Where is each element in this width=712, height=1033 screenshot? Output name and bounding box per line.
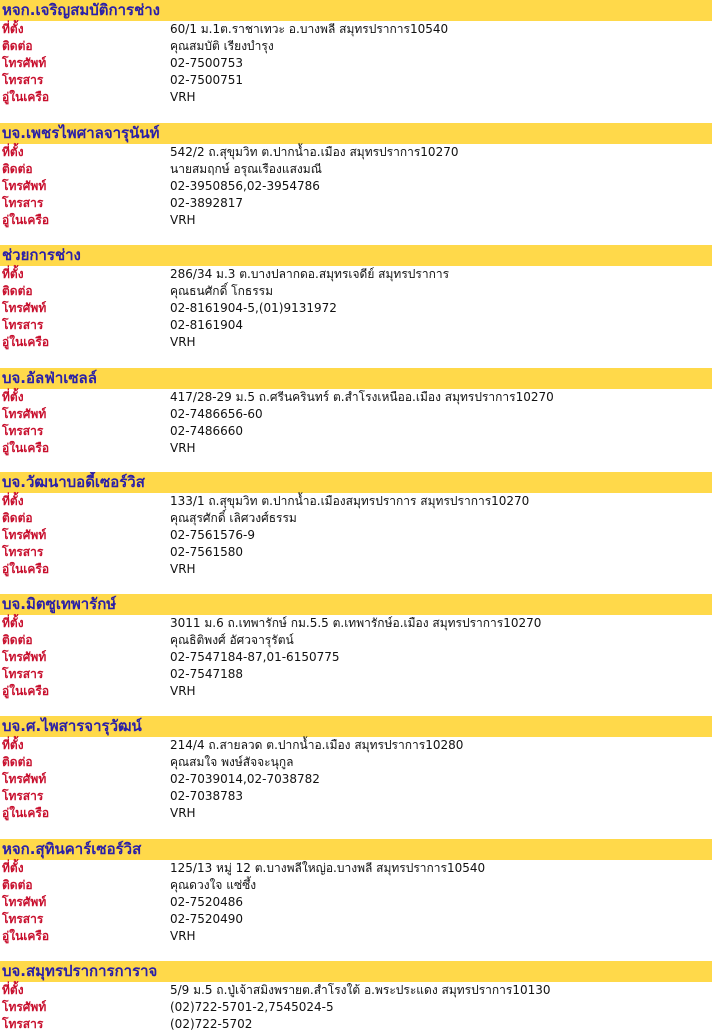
field-value: 02-8161904 <box>170 318 244 332</box>
field-value: 02-7500751 <box>170 73 244 87</box>
field-label: โทรศัพท์ <box>2 528 47 542</box>
field-label: ที่ตั้ง <box>2 22 24 36</box>
garage-entry <box>0 472 712 578</box>
field-value: (02)722-5701-2,7545024-5 <box>170 1000 334 1014</box>
field-value: 60/1 ม.1ต.ราชาเทวะ อ.บางพลี สมุทรปราการ10540 <box>170 22 449 36</box>
info-row <box>0 178 712 195</box>
info-row <box>0 195 712 212</box>
info-row <box>0 212 712 229</box>
info-row <box>0 1016 712 1033</box>
field-value: คุณสุรศักดิ์ เลิศวงศ์ธรรม <box>170 511 297 525</box>
field-label: อู่ในเครือ <box>2 929 50 943</box>
field-label: ติดต่อ <box>2 162 33 176</box>
info-row <box>0 805 712 822</box>
field-value: VRH <box>170 441 196 455</box>
info-row <box>0 55 712 72</box>
field-value: 02-7561576-9 <box>170 528 256 542</box>
field-value: คุณดวงใจ แซ่ซึ้ง <box>170 878 257 892</box>
field-label: อู่ในเครือ <box>2 90 50 104</box>
field-value: 125/13 หมู่ 12 ต.บางพลีใหญ่อ.บางพลี สมุทรปราการ10540 <box>170 861 486 875</box>
field-label: โทรศัพท์ <box>2 56 47 70</box>
field-value: (02)722-5702 <box>170 1017 253 1031</box>
info-row <box>0 334 712 351</box>
field-label: ติดต่อ <box>2 878 33 892</box>
garage-entry <box>0 961 712 1033</box>
info-row <box>0 999 712 1016</box>
field-label: ที่ตั้ง <box>2 983 24 997</box>
garage-name: บจ.ศ.ไพสารจารุวัฒน์ <box>0 716 712 737</box>
field-value: VRH <box>170 929 196 943</box>
field-label: อู่ในเครือ <box>2 562 50 576</box>
info-row <box>0 561 712 578</box>
field-value: VRH <box>170 684 196 698</box>
info-row <box>0 493 712 510</box>
field-value: VRH <box>170 335 196 349</box>
field-value: 214/4 ถ.สายลวด ต.ปากน้ำอ.เมือง สมุทรปราการ10280 <box>170 738 464 752</box>
info-row <box>0 389 712 406</box>
field-value: 02-7561580 <box>170 545 244 559</box>
field-value: 02-7520486 <box>170 895 244 909</box>
field-label: โทรสาร <box>2 667 44 681</box>
field-value: คุณสมใจ พงษ์สัจจะนุกูล <box>170 755 294 769</box>
field-label: ที่ตั้ง <box>2 738 24 752</box>
info-row <box>0 911 712 928</box>
field-label: ติดต่อ <box>2 39 33 53</box>
info-row <box>0 683 712 700</box>
info-row <box>0 737 712 754</box>
field-value: 02-7486660 <box>170 424 244 438</box>
field-value: 133/1 ถ.สุขุมวิท ต.ปากน้ำอ.เมืองสมุทรปราการ สมุทรปราการ10270 <box>170 494 530 508</box>
field-label: โทรสาร <box>2 789 44 803</box>
garage-entry <box>0 123 712 229</box>
field-label: โทรสาร <box>2 73 44 87</box>
info-row <box>0 666 712 683</box>
field-label: อู่ในเครือ <box>2 441 50 455</box>
info-row <box>0 510 712 527</box>
info-row <box>0 877 712 894</box>
field-value: คุณธนศักดิ์ โกธรรม <box>170 284 274 298</box>
field-value: 02-7486656-60 <box>170 407 263 421</box>
field-label: ติดต่อ <box>2 755 33 769</box>
field-value: 02-8161904-5,(01)9131972 <box>170 301 337 315</box>
garage-name: บจ.มิตซูเทพารักษ์ <box>0 594 712 615</box>
garage-name: บจ.อัลฟ่าเซลล์ <box>0 368 712 389</box>
info-row <box>0 771 712 788</box>
field-label: ที่ตั้ง <box>2 145 24 159</box>
field-label: อู่ในเครือ <box>2 684 50 698</box>
field-value: 02-3892817 <box>170 196 244 210</box>
field-label: โทรศัพท์ <box>2 895 47 909</box>
info-row <box>0 300 712 317</box>
field-label: โทรสาร <box>2 196 44 210</box>
info-row <box>0 894 712 911</box>
info-row <box>0 38 712 55</box>
info-row <box>0 266 712 283</box>
info-row <box>0 161 712 178</box>
info-row <box>0 649 712 666</box>
field-label: ที่ตั้ง <box>2 861 24 875</box>
garage-name: หจก.เจริญสมบัติการช่าง <box>0 0 712 21</box>
field-value: คุณสมบัติ เรียงบำรุง <box>170 39 274 53</box>
info-row <box>0 544 712 561</box>
garage-name: บจ.สมุทรปราการการาจ <box>0 961 712 982</box>
field-label: โทรสาร <box>2 1017 44 1031</box>
field-value: VRH <box>170 213 196 227</box>
field-label: อู่ในเครือ <box>2 335 50 349</box>
garage-entry <box>0 245 712 351</box>
garage-entry <box>0 839 712 945</box>
garage-name: ช่วยการช่าง <box>0 245 712 266</box>
info-row <box>0 632 712 649</box>
info-row <box>0 440 712 457</box>
info-row <box>0 982 712 999</box>
field-value: 02-7039014,02-7038782 <box>170 772 320 786</box>
field-label: โทรศัพท์ <box>2 650 47 664</box>
field-label: ติดต่อ <box>2 633 33 647</box>
garage-name: บจ.เพชรไพศาลจารุนันท์ <box>0 123 712 144</box>
field-label: โทรสาร <box>2 545 44 559</box>
field-label: อู่ในเครือ <box>2 213 50 227</box>
field-label: ที่ตั้ง <box>2 390 24 404</box>
info-row <box>0 72 712 89</box>
field-value: นายสมฤกษ์ อรุณเรืองแสงมณี <box>170 162 322 176</box>
garage-entry <box>0 368 712 457</box>
field-label: อู่ในเครือ <box>2 806 50 820</box>
field-label: ที่ตั้ง <box>2 616 24 630</box>
field-value: VRH <box>170 806 196 820</box>
info-row <box>0 615 712 632</box>
field-label: ที่ตั้ง <box>2 494 24 508</box>
info-row <box>0 406 712 423</box>
field-value: VRH <box>170 562 196 576</box>
info-row <box>0 423 712 440</box>
field-label: โทรศัพท์ <box>2 407 47 421</box>
garage-name: บจ.วัฒนาบอดี้เซอร์วิส <box>0 472 712 493</box>
field-label: โทรศัพท์ <box>2 1000 47 1014</box>
field-label: ติดต่อ <box>2 511 33 525</box>
field-label: โทรสาร <box>2 912 44 926</box>
garage-name: หจก.สุทินคาร์เซอร์วิส <box>0 839 712 860</box>
info-row <box>0 788 712 805</box>
info-row <box>0 317 712 334</box>
info-row <box>0 21 712 38</box>
info-row <box>0 283 712 300</box>
garage-entry <box>0 594 712 700</box>
field-value: 286/34 ม.3 ต.บางปลากดอ.สมุทรเจดีย์ สมุทรปราการ <box>170 267 450 281</box>
info-row <box>0 754 712 771</box>
field-label: ติดต่อ <box>2 284 33 298</box>
info-row <box>0 89 712 106</box>
info-row <box>0 860 712 877</box>
field-label: โทรศัพท์ <box>2 772 47 786</box>
field-value: 542/2 ถ.สุขุมวิท ต.ปากน้ำอ.เมือง สมุทรปราการ10270 <box>170 145 459 159</box>
field-label: ที่ตั้ง <box>2 267 24 281</box>
field-label: โทรศัพท์ <box>2 301 47 315</box>
field-value: VRH <box>170 90 196 104</box>
field-value: 02-7547184-87,01-6150775 <box>170 650 340 664</box>
info-row <box>0 144 712 161</box>
field-label: โทรสาร <box>2 424 44 438</box>
field-value: 417/28-29 ม.5 ถ.ศรีนครินทร์ ต.สำโรงเหนืออ.เมือง สมุทรปราการ10270 <box>170 390 554 404</box>
field-value: 02-7038783 <box>170 789 244 803</box>
field-value: 5/9 ม.5 ถ.ปู่เจ้าสมิงพรายต.สำโรงใต้ อ.พระประแดง สมุทรปราการ10130 <box>170 983 551 997</box>
info-row <box>0 527 712 544</box>
field-value: คุณธิติพงศ์ อัศวจารุรัตน์ <box>170 633 294 647</box>
field-value: 02-7500753 <box>170 56 244 70</box>
field-value: 02-7520490 <box>170 912 244 926</box>
field-label: โทรศัพท์ <box>2 179 47 193</box>
info-row <box>0 928 712 945</box>
garage-entry <box>0 716 712 822</box>
field-value: 02-7547188 <box>170 667 244 681</box>
garage-entry <box>0 0 712 106</box>
field-label: โทรสาร <box>2 318 44 332</box>
field-value: 02-3950856,02-3954786 <box>170 179 320 193</box>
field-value: 3011 ม.6 ถ.เทพารักษ์ กม.5.5 ต.เทพารักษ์อ.เมือง สมุทรปราการ10270 <box>170 616 542 630</box>
